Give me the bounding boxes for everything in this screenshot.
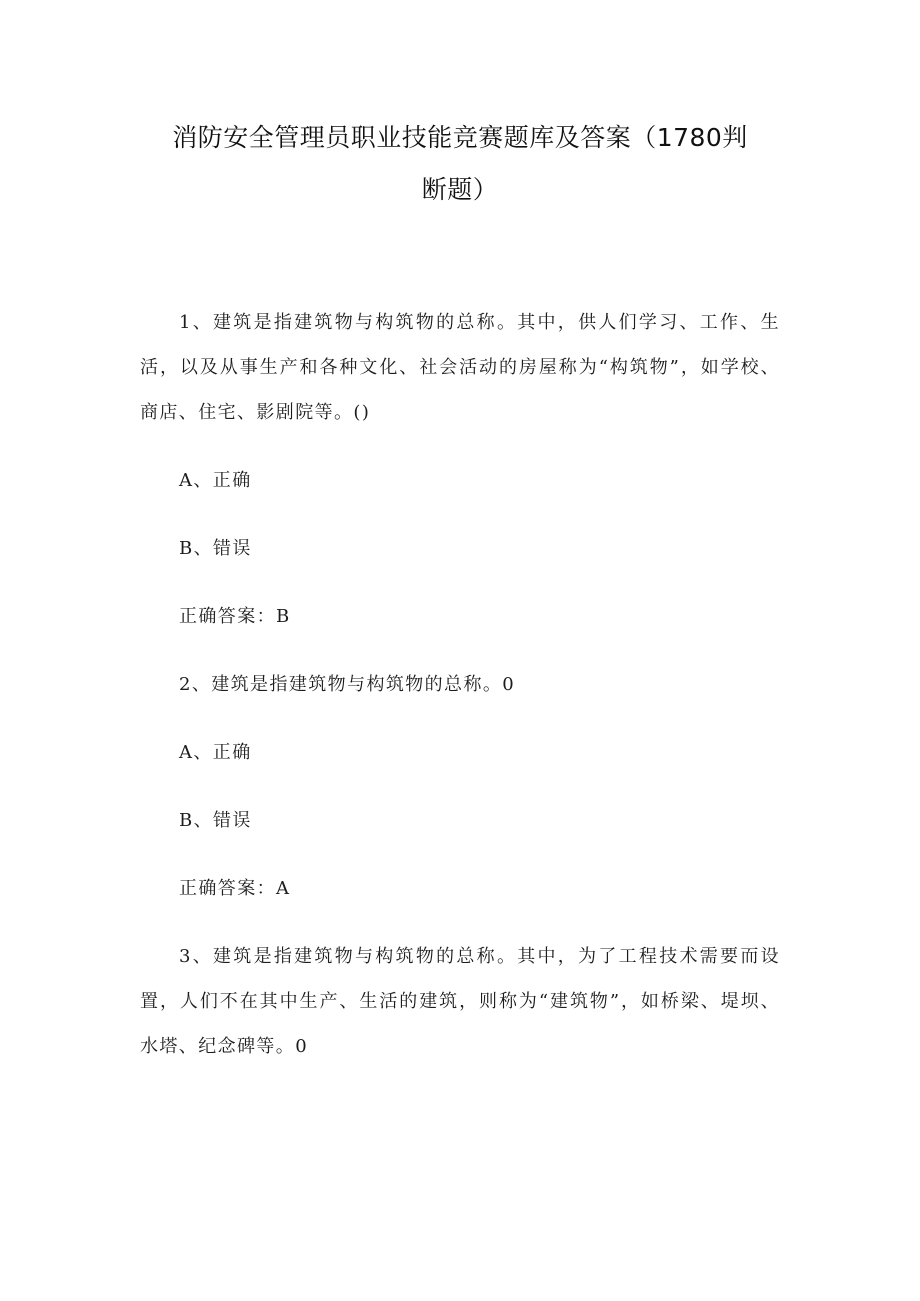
option-b: B、错误 [179,538,252,559]
correct-answer: 正确答案：B [179,606,291,627]
title-line-2: 断题） [421,175,499,204]
title-line-1: 消防安全管理员职业技能竞赛题库及答案（1780判 [172,123,748,152]
correct-answer: 正确答案：A [179,878,291,899]
option-a: A、正确 [179,742,252,763]
question-list [140,300,780,1069]
document-title [150,112,770,216]
question-stem: 2、建筑是指建筑物与构筑物的总称。0 [179,674,516,695]
option-a: A、正确 [179,470,252,491]
question-stem: 3、建筑是指建筑物与构筑物的总称。其中，为了工程技术需要而设置，人们不在其中生产、生活的建筑，则称为“建筑物”，如桥梁、堤坝、水塔、纪念碑等。0 [140,946,780,1057]
option-b: B、错误 [179,810,252,831]
question-stem: 1、建筑是指建筑物与构筑物的总称。其中，供人们学习、工作、生活，以及从事生产和各种文化、社会活动的房屋称为“构筑物”，如学校、商店、住宅、影剧院等。() [140,312,780,423]
